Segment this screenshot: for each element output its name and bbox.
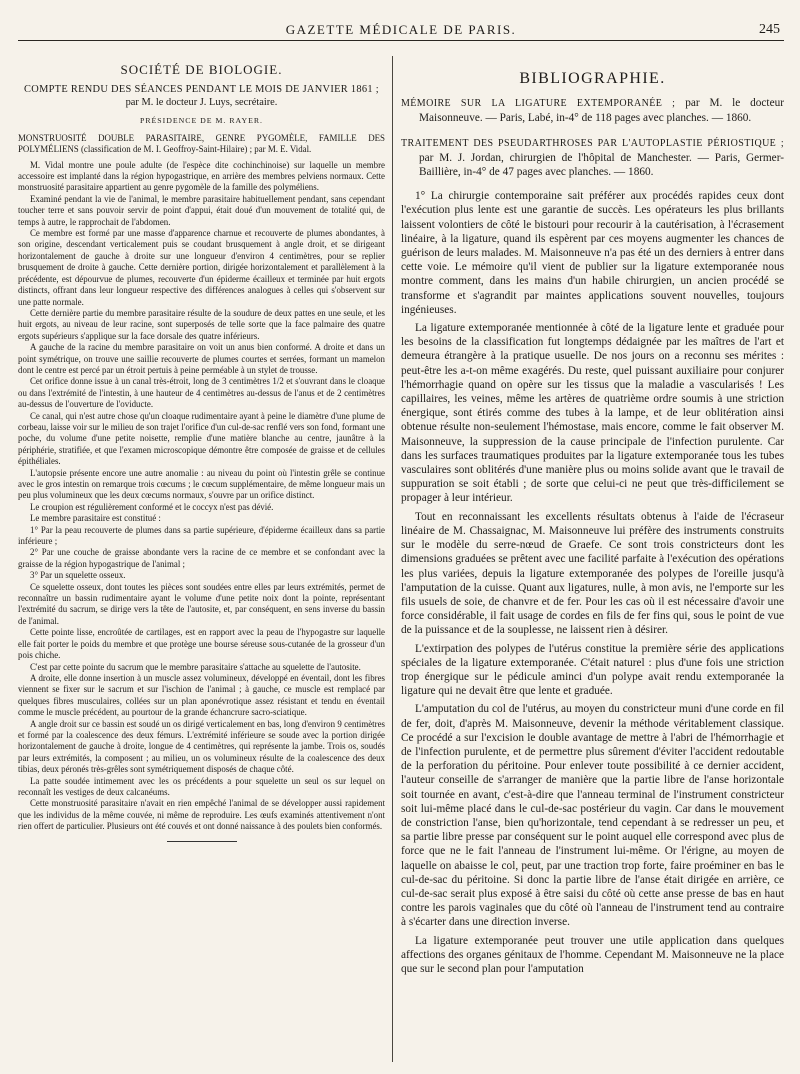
left-paragraph: L'autopsie présente encore une autre anomalie : au niveau du point où l'intestin grêle se continue avec le gros intestin on remarque trois cœcums ; le cœcum supplémentaire, de même longueur mais un peu plus volumineux que les deux cœcums normaux, s'ouvre par un orifice distinct. — [18, 467, 385, 501]
left-paragraph: Le croupion est régulièrement conformé et le coccyx n'est pas dévié. — [30, 501, 274, 512]
left-paragraph: La patte soudée intimement avec les os précédents a pour squelette un seul os sur lequel on reconnaît les vestiges de deux calcanéums. — [18, 775, 385, 797]
reference-details: par M. J. Jordan, chirurgien de l'hôpital de Manchester. — Paris, Germer-Baillière, in-4° de 47 pages avec planches. — 1860. — [419, 151, 784, 179]
left-paragraph: C'est par cette pointe du sacrum que le membre parasitaire s'attache au squelette de l'autosite. — [30, 661, 361, 672]
report-line-1: COMPTE RENDU DES SÉANCES PENDANT LE MOIS DE JANVIER 1861 ; — [24, 84, 379, 96]
left-paragraph: 1° Par la peau recouverte de plumes dans sa partie supérieure, d'épiderme écailleux dans sa partie inférieure ; — [18, 524, 385, 547]
left-paragraph: 3° Par un squelette osseux. — [30, 570, 126, 581]
left-column — [18, 54, 385, 1062]
end-rule — [167, 841, 237, 842]
page-header — [18, 10, 784, 41]
left-paragraph: Ce membre est formé par une masse d'apparence charnue et recouverte de plumes abondantes, à son origine, descendant verticalement puis se coudant brusquement à angle droit, et se dirigeant horizontalement de gauche à droite sur une longueur d'environ 4 centimètres, pour se replier brusquement de droite à gauche. Cette dernière portion, dirigée horizontalement et parallèlement à la précédente, est dépourvue de plumes, recouverte d'un épiderme écailleux et terminée par huit ergots distincts, offrant dans leur longueur respective des différences analogues à celles qui s'observent sur une patte normale. — [18, 228, 385, 307]
left-paragraph: A gauche de la racine du membre parasitaire on voit un anus bien conformé. A droite et dans un point symétrique, on trouve une saillie recouverte de plumes courtes et serrées, formant un mamelon dont le centre est percé par un étroit pertuis à peine perméable à un stylet de trousse. — [18, 342, 385, 375]
left-paragraph: Cette pointe lisse, encroûtée de cartilages, est en rapport avec la peau de l'hypogastre sur laquelle elle fait porter le poids du membre et que protège une bourse séreuse sous-cutanée de la grosseur d'un pois chiche. — [18, 627, 385, 661]
left-paragraph: Examiné pendant la vie de l'animal, le membre parasitaire habituellement pendant, sans cependant toucher terre et sans pouvoir servir de point d'appui, était doué d'un mouvement de totalité qui, de temps à autre, le rapprochait de l'abdomen. — [18, 193, 385, 227]
presidence-line: PRÉSIDENCE DE M. RAYER. — [139, 116, 263, 126]
section-title-societe: SOCIÉTÉ DE BIOLOGIE. — [120, 62, 283, 77]
reference-details: par M. le docteur Maisonneuve. — Paris, Labé, in-4° de 118 pages avec planches. — 1860. — [419, 97, 784, 125]
left-paragraph: Cette monstruosité parasitaire n'avait en rien empêché l'animal de se développer aussi rapidement que les individus de la même couvée, ni même de reproduire. Les œufs examinés attentivement n'ont rien offert de particulier. Plusieurs ont été couvés et ont donné naissance à des poulets bien conformés. — [18, 798, 385, 832]
review-body — [401, 189, 784, 976]
review-paragraph: La ligature extemporanée mentionnée à côté de la ligature lente et graduée pour les besoins de la classification fut longtemps dédaignée par les maîtres de l'art et demeura étrangère à la pratique usuelle. De nos jours on a reconnu ses mérites : peut-être les a-t-on même exagérés. Du reste, quel puissant auxiliaire pour conjurer l'hémorrhagie quand on opère sur les tissus que la maladie a vascularisés ! Les capillaires, les veines, même les artères de quatrième ordre soumis à une striction énergique, sont étirés comme des tubes à la lampe, et de leur oblitération ainsi obtenue résulte non-seulement l'hémostase, mais encore, comme le fait observer M. Maisonneuve, la suppression de la cause principale de l'infection purulente. Car dans les surfaces traumatiques produites par la ligature extemporanée tous les tubes vasculaires sont oblitérés d'une manière plus ou moins solide avant que le travail de suppuration se soit établi ; de sorte que celui-ci ne peut que très-difficilement se propager à leur intérieur. — [401, 322, 784, 505]
review-paragraph: L'amputation du col de l'utérus, au moyen du constricteur muni d'une corde en fil de fer, doit, d'après M. Maisonneuve, devenir la méthode véritablement classique. Ce procédé a sur l'excision le double avantage de mettre à l'abri de l'hémorrhagie et de l'infection purulente, et de permettre plus sûrement d'éviter l'accident redoutable de la perforation du péritoine. Pour enlever toute possibilité à ce dernier accident, l'auteur conseille de s'arranger de manière que la partie libre de l'anse horizontale soit tournée en avant, c'est-à-dire que l'anneau terminal de l'instrument constricteur soit lui-même placé dans le cul-de-sac postérieur du vagin. Car dans le mouvement de constriction l'anse, bien qu'horizontale, tend cependant à se redresser un peu, et sa partie libre presse par conséquent sur le point auquel elle correspond avec plus de force que ne le fait l'anneau de l'instrument lui-même. Or l'érigne, au moyen de laquelle on abaisse le col, peut, par une traction trop forte, faire proéminer en bas le cul-de-sac du péritoine. Si donc la partie libre de l'anse était dirigée en arrière, ce cul-de-sac serait plus exposé à être saisi du côté où cette anse presse de bas en haut contre les parois vaginales que du côté où l'anneau de l'instrument tend au contraire à s'écarter dans une direction inverse. — [401, 703, 784, 929]
running-title: GAZETTE MÉDICALE DE PARIS. — [285, 22, 517, 37]
report-line-2: par M. le docteur J. Luys, secrétaire. — [125, 97, 278, 109]
left-paragraph: 2° Par une couche de graisse abondante vers la racine de ce membre et se confondant avec la graisse de la région hypogastrique de l'animal ; — [18, 547, 385, 569]
left-paragraph: A droite, elle donne insertion à un muscle assez volumineux, développé en éventail, dont les fibres viennent se fixer sur le sacrum et sur l'ischion de l'animal ; à gauche, ce muscle est remplacé par quelques fibres musculaires, collées sur un plan aponévrotique assez résistant et tendu en éventail comme le muscle précédent, au pourtour de la grande échancrure sacro-sciatique. — [18, 672, 385, 718]
reference-title: MÉMOIRE SUR LA LIGATURE EXTEMPORANÉE ; — [401, 98, 676, 110]
bibliography-reference — [401, 96, 784, 125]
left-paragraph: M. Vidal montre une poule adulte (de l'espèce dite cochinchinoise) sur laquelle un membre accessoire est implanté dans la région hypogastrique, en arrière des membres pelviens normaux. Cette monstruosité parasitaire appartient au genre pygomèle de la famille des polyméliens. — [18, 159, 385, 193]
section-title-bibliographie: BIBLIOGRAPHIE. — [519, 70, 666, 87]
page-number: 245 — [759, 22, 780, 37]
report-heading — [24, 83, 379, 109]
left-article-body — [18, 160, 385, 833]
left-paragraph: Cet orifice donne issue à un canal très-étroit, long de 3 centimètres 1/2 et s'ouvrant dans le cloaque ou dans l'extrémité de l'intestin, à une hauteur de 4 centimètres au-dessus de l'anus et de 2 centimètres au-dessus de l'ouverture de l'oviducte. — [18, 376, 385, 410]
left-paragraph: Ce canal, qui n'est autre chose qu'un cloaque rudimentaire ayant à peine le diamètre d'une plume de corbeau, laisse voir sur le milieu de son trajet l'orifice d'un cul-de-sac renflé vers son fond, formant une poche, du volume d'une petite noisette, remplie d'une matière blanche au centre, jaunâtre à la périphérie, stratifiée, et que l'examen microscopique démontre être composée de graisse et de cellules épithéliales. — [18, 410, 385, 467]
left-paragraph: A angle droit sur ce bassin est soudé un os dirigé verticalement en bas, long d'environ 9 centimètres et formé par la coalescence des deux fémurs. L'extrémité inférieure se soude avec la portion dirigée horizontalement de gauche à droite, longue de 4 centimètres, qui représente la jambe. Trois os, soudés par leurs extrémités, la composent ; au milieu, un os volumineux résulte de la coalescence des deux tibias, deux péronés très-grêles sont symétriquement disposés de chaque côté. — [18, 718, 385, 775]
right-column — [401, 54, 784, 1066]
left-paragraph: Ce squelette osseux, dont toutes les pièces sont soudées entre elles par leurs extrémités, permet de reconnaître un bassin rudimentaire ayant le volume d'une petite noix dont la pointe, représentant l'extrémité du sacrum, se dirige vers la tête de l'autosite, et, par conséquent, en sens inverse du bassin de l'animal. — [18, 581, 385, 626]
left-paragraph: Le membre parasitaire est constitué : — [30, 513, 161, 524]
bibliography-reference — [401, 136, 784, 180]
left-paragraph: Cette dernière partie du membre parasitaire résulte de la soudure de deux pattes en une seule, et les huit ergots, au niveau de leur racine, sont superposés de telle sorte que la face palmaire des quatre ergots supérieurs s'applique sur la face dorsale des quatre inférieurs. — [18, 307, 385, 341]
column-divider — [392, 56, 393, 1062]
article-heading: MONSTRUOSITÉ DOUBLE PARASITAIRE, GENRE PYGOMÈLE, FAMILLE DES POLYMÉLIENS (classification de M. I. Geoffroy-Saint-Hilaire) ; par M. E. Vidal. — [18, 132, 385, 155]
newspaper-page — [18, 10, 784, 1066]
review-paragraph: Tout en reconnaissant les excellents résultats obtenus à l'aide de l'écraseur linéaire de M. Chassaignac, M. Maisonneuve lui préfère des instruments construits sur le modèle du serre-nœud de Graefe. Ce sont trois constricteurs dont les dimensions graduées se prêtent avec une facilité parfaite à l'exécution des opérations les plus variées, depuis la ligature extemporanée des polypes de l'oreille jusqu'à l'amputation de la cuisse. Quant aux ligatures, nulle, à mon avis, ne l'emporte sur les fils usuels de soie, de chanvre et de fer. Pour les cas où il est nécessaire d'avoir une force considérable, il fait usage de cordes en fils de fer fins qui, sous le point de vue de la puissance et de la souplesse, ne laissent rien à désirer. — [401, 510, 784, 637]
reference-list — [401, 96, 784, 179]
reference-title: TRAITEMENT DES PSEUDARTHROSES PAR L'AUTOPLASTIE PÉRIOSTIQUE ; — [401, 137, 784, 149]
review-paragraph: 1° La chirurgie contemporaine sait préférer aux procédés rapides ceux dont l'exécution plus lente est une garantie de succès. Les opérateurs les plus brillants laissent volontiers de côté le bistouri pour recourir à la cautérisation, à l'écrasement linéaire, à la ligature, quand ils espèrent par ces moyens augmenter les chances de guérison de leurs malades. M. Maisonneuve n'a pas été un des derniers à entrer dans cette voie. Le mémoire qu'il vient de publier sur la ligature extemporanée nous montre comment, dans les mains d'un habile chirurgien, un ancien procédé se transforme et s'agrandit par maintes applications souvent nouvelles, toujours ingénieuses. — [401, 190, 784, 316]
review-paragraph: L'extirpation des polypes de l'utérus constitue la première série des applications spéciales de la ligature extemporanée. C'était naturel : plus d'une fois une striction trop énergique sur le pédicule aminci d'un polype avait rendu extemporanée la ligature qui ne devait être que lente et graduée. — [401, 642, 784, 698]
review-paragraph: La ligature extemporanée peut trouver une utile application dans quelques affections des organes génitaux de l'homme. Cependant M. Maisonneuve ne la place que sur le second plan pour l'amputation — [401, 934, 784, 975]
